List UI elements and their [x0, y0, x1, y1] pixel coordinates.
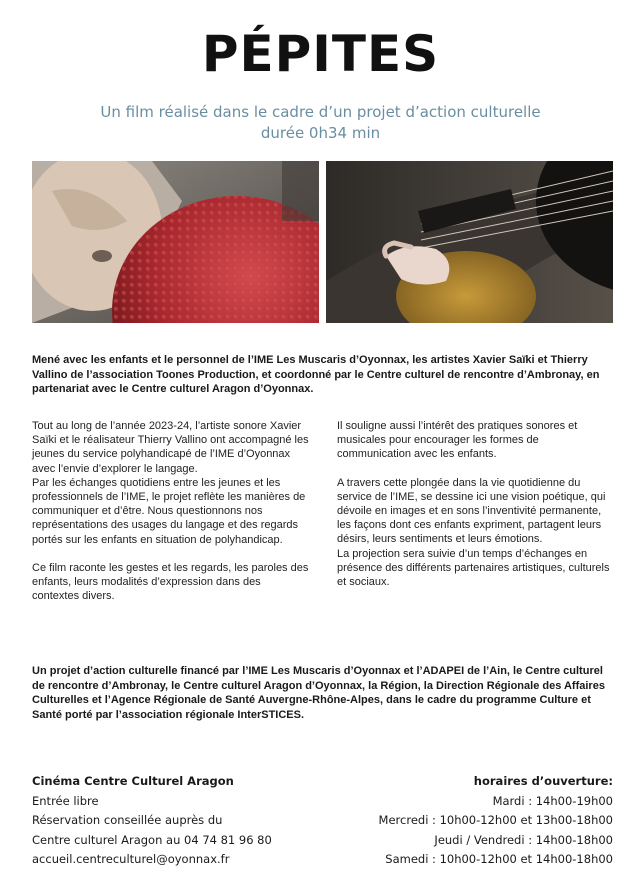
left-column: [32, 419, 310, 603]
opening-hours: [313, 772, 613, 870]
hours-line: Mercredi : 10h00-12h00 et 13h00-18h00: [378, 813, 613, 828]
entry-info: Entrée libre: [32, 793, 99, 808]
subtitle-duration: durée 0h34 min: [260, 124, 381, 142]
venue-info: [32, 772, 332, 870]
left-paragraph: Ce film raconte les gestes et les regards, les paroles des enfants, leurs modalités d’expression dans des contextes divers.: [32, 561, 309, 603]
right-column: [337, 419, 615, 589]
right-paragraph: A travers cette plongée dans la vie quotidienne du service de l’IME, se dessine ici une vision poétique, qui dévoile en images et en sons l’inventivité permanente, les façons dont ces enfants expriment, partagent leurs désirs, leurs sentiments et leurs émotions.: [337, 476, 606, 546]
hours-line: Jeudi / Vendredi : 14h00-18h00: [434, 832, 613, 847]
email-info: accueil.centreculturel@oyonnax.fr: [32, 852, 230, 867]
page-title: PÉPITES: [201, 25, 440, 83]
right-paragraph: La projection sera suivie d’un temps d’échanges en présence des différents partenaires artistiques, culturels et sociaux.: [337, 547, 610, 589]
hours-line: Samedi : 10h00-12h00 et 14h00-18h00: [385, 852, 613, 867]
left-paragraph: Tout au long de l’année 2023-24, l’artiste sonore Xavier Saïki et le réalisateur Thierry Vallino ont accompagné les jeunes du service polyhandicapé de l’IME d’Oyonnax avec l’envie d’explorer le langage.: [32, 420, 309, 475]
hours-line: Mardi : 14h00-19h00: [492, 793, 613, 808]
left-paragraph: Par les échanges quotidiens entre les jeunes et les professionnels de l’IME, le projet reflète les manières de communiquer et d’être. Nous questionnons nos représentations des usages du langage et des regards portés sur les enfants en situation de polyhandicap.: [32, 476, 306, 546]
funding-paragraph: Un projet d’action culturelle financé par l’IME Les Muscaris d’Oyonnax et l’ADAPEI de l’Ain, le Centre culturel de rencontre d’Ambronay, le Centre culturel Aragon d’Oyonnax, la Région, la Direction Régionale des Affaires Culturelles et l’Agence Régionale de Santé Auvergne-Rhône-Alpes, dans le cadre du programme Culture et Santé porté par l’association régionale InterSTICES.: [32, 665, 605, 721]
hours-heading: horaires d’ouverture:: [473, 774, 613, 788]
subtitle-line-1: Un film réalisé dans le cadre d’un projet d’action culturelle: [100, 103, 541, 121]
photo-child-with-ball: [32, 161, 319, 323]
intro-paragraph: Mené avec les enfants et le personnel de l’IME Les Muscaris d’Oyonnax, les artistes Xavier Saïki et Thierry Vallino de l’association Toones Production, et coordonné par le Centre culturel de rencontre d’Ambronay, en partenariat avec le Centre culturel Aragon d’Oyonnax.: [32, 354, 600, 395]
reservation-info: Réservation conseillée auprès du: [32, 813, 223, 828]
photo-hand-on-guitar: [326, 161, 613, 323]
right-paragraph: Il souligne aussi l’intérêt des pratiques sonores et musicales pour encourager les formes de communication avec les enfants.: [337, 420, 578, 461]
phone-info: Centre culturel Aragon au 04 74 81 96 80: [32, 832, 272, 847]
venue-name: Cinéma Centre Culturel Aragon: [32, 774, 234, 788]
